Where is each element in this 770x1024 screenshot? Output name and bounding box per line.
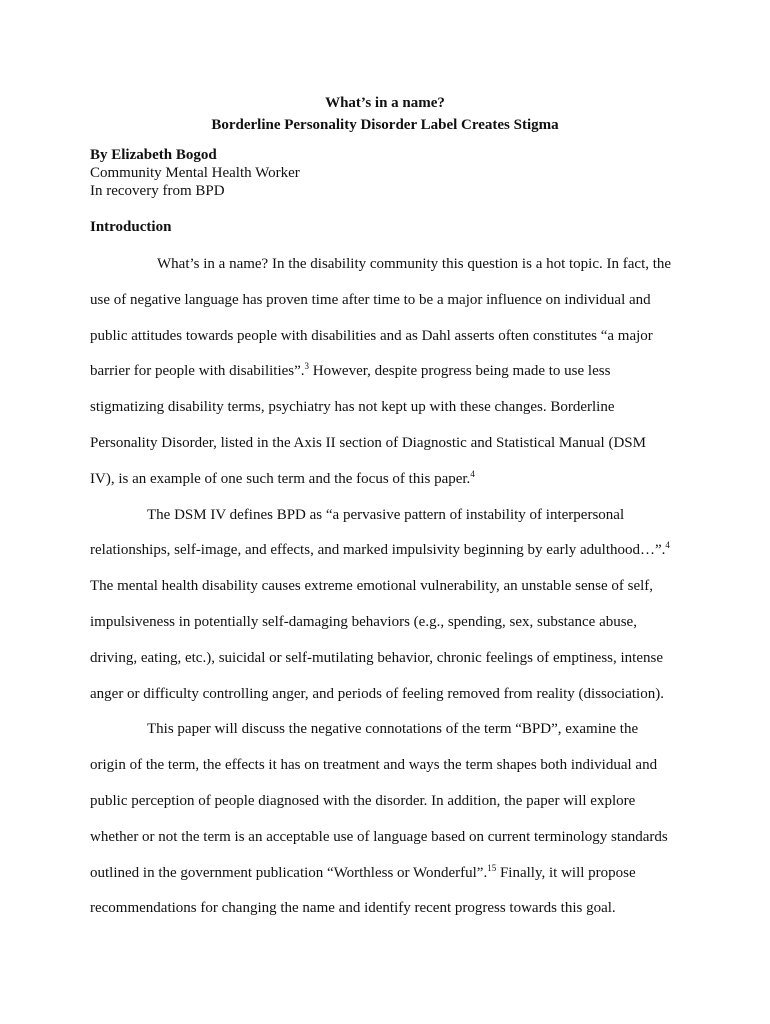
title-line-1: What’s in a name? <box>325 95 445 111</box>
text-line <box>90 396 690 432</box>
section-heading: Introduction <box>90 219 172 235</box>
text-line-part: However, despite progress being made to use less <box>309 363 611 380</box>
text-line <box>90 826 690 862</box>
text-line-part: driving, eating, etc.), suicidal or self-mutilating behavior, chronic feelings of emptiness, intense <box>90 649 663 666</box>
document-title <box>0 92 770 136</box>
text-line <box>90 718 690 754</box>
text-line <box>90 790 690 826</box>
text-line <box>90 432 690 468</box>
footnote-ref: 4 <box>470 468 475 479</box>
text-line <box>90 360 690 396</box>
text-line-part: stigmatizing disability terms, psychiatry has not kept up with these changes. Borderline <box>90 399 615 416</box>
text-line <box>90 683 690 719</box>
footnote-ref: 3 <box>304 361 310 372</box>
author-name: By Elizabeth Bogod <box>90 147 217 163</box>
text-line-part: The DSM IV defines BPD as “a pervasive pattern of instability of interpersonal <box>147 506 625 523</box>
text-line-part: use of negative language has proven time after time to be a major influence on individual and <box>90 291 651 308</box>
text-line-part: anger or difficulty controlling anger, and periods of feeling removed from reality (dissociation). <box>90 685 664 702</box>
text-line <box>90 897 690 933</box>
footnote-ref: 4 <box>665 540 670 551</box>
author-role: Community Mental Health Worker <box>90 165 300 181</box>
text-line-part: barrier for people with disabilities”. <box>90 363 305 380</box>
text-line <box>90 862 690 898</box>
text-line-part: IV), is an example of one such term and the focus of this paper. <box>90 470 471 487</box>
text-line-part: This paper will discuss the negative connotations of the term “BPD”, examine the <box>147 721 639 738</box>
text-line <box>90 325 690 361</box>
text-line <box>90 468 690 504</box>
text-line-part: public attitudes towards people with disabilities and as Dahl asserts often constitutes “a major <box>90 327 653 344</box>
body-text <box>90 253 690 933</box>
text-line-part: outlined in the government publication “Worthless or Wonderful”. <box>90 864 488 881</box>
author-note: In recovery from BPD <box>90 183 225 199</box>
footnote-ref: 15 <box>487 862 497 873</box>
text-line <box>90 289 690 325</box>
text-line <box>90 575 690 611</box>
text-line <box>90 647 690 683</box>
text-line <box>90 504 690 540</box>
text-line <box>90 253 690 289</box>
text-line-part: Finally, it will propose <box>496 864 636 881</box>
text-line-part: origin of the term, the effects it has on treatment and ways the term shapes both individual and <box>90 757 658 774</box>
text-line <box>90 754 690 790</box>
text-line-part: public perception of people diagnosed with the disorder. In addition, the paper will explore <box>90 792 636 809</box>
text-line <box>90 611 690 647</box>
text-line-part: The mental health disability causes extreme emotional vulnerability, an unstable sense of self, <box>90 578 654 595</box>
text-line-part: Personality Disorder, listed in the Axis II section of Diagnostic and Statistical Manual (DSM <box>90 434 646 451</box>
title-line-2: Borderline Personality Disorder Label Creates Stigma <box>211 117 559 133</box>
text-line-part: impulsiveness in potentially self-damaging behaviors (e.g., spending, sex, substance abuse, <box>90 613 637 630</box>
author-block <box>90 146 300 200</box>
text-line-part: recommendations for changing the name and identify recent progress towards this goal. <box>90 900 616 917</box>
text-line-part: What’s in a name? In the disability community this question is a hot topic. In fact, the <box>157 256 672 272</box>
text-line-part: relationships, self-image, and effects, and marked impulsivity beginning by early adulthood…”. <box>90 542 666 559</box>
text-line <box>90 539 690 575</box>
text-line-part: whether or not the term is an acceptable use of language based on current terminology standards <box>90 828 668 845</box>
